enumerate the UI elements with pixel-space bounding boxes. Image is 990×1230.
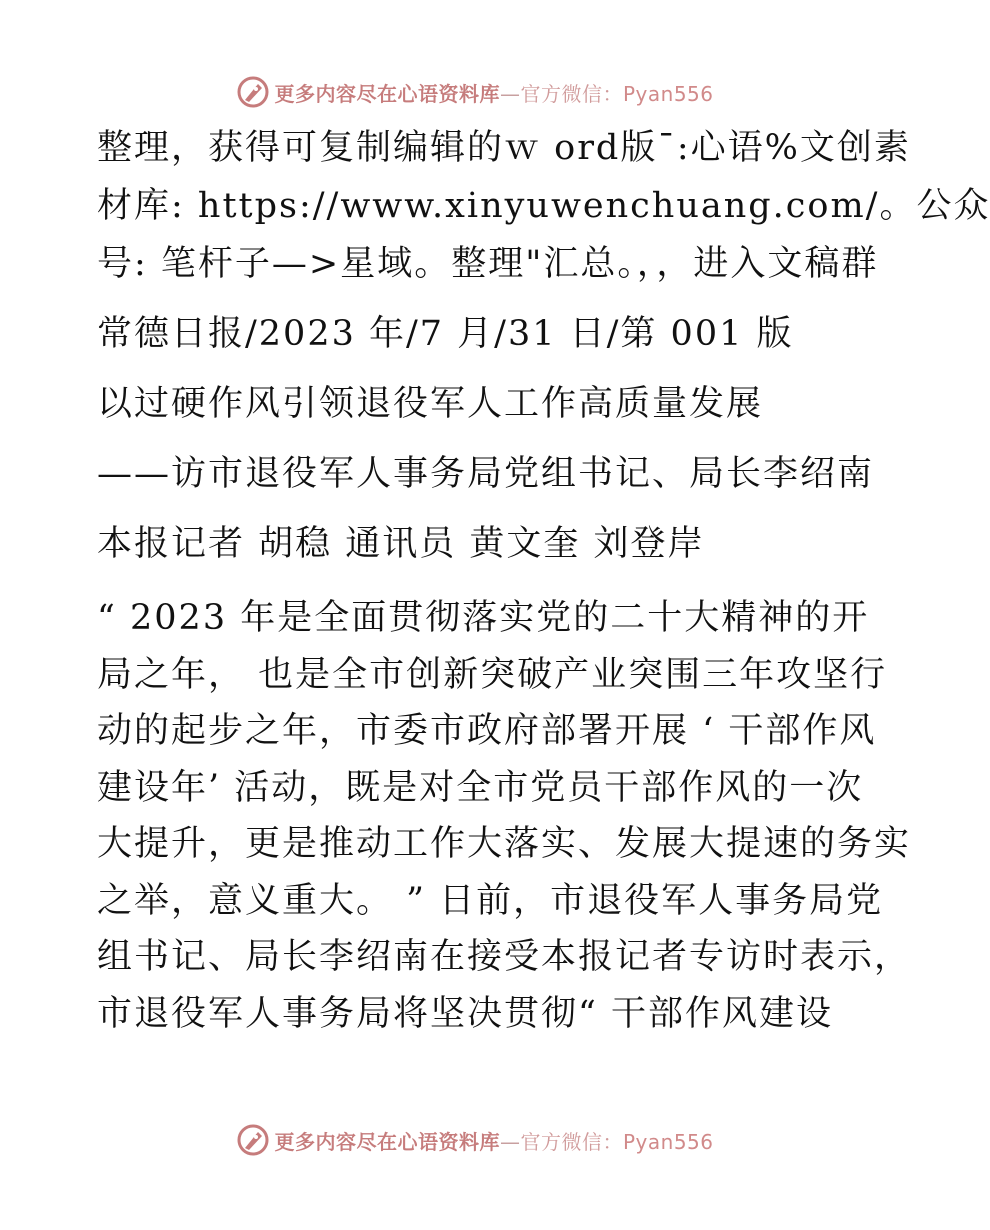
watermark-text: [274, 1126, 713, 1155]
article-body: [97, 590, 912, 1042]
body-line: 市退役军人事务局将坚决贯彻“ 干部作风建设: [97, 993, 834, 1034]
article-title: 以过硬作风引领退役军人工作高质量发展: [97, 384, 764, 424]
article-subtitle: ——访市退役军人事务局党组书记、局长李绍南: [97, 454, 875, 494]
body-line: 之举，意义重大。 ” 日前，市退役军人事务局党: [97, 880, 884, 921]
article-source: 常德日报/2023 年/7 月/31 日/第 001 版: [97, 314, 794, 354]
body-line: 大提升，更是推动工作大落实、发展大提速的务实: [97, 824, 912, 864]
pen-nib-logo-icon: [236, 1123, 270, 1157]
watermark-main-text: 更多内容尽在心语资料库: [274, 81, 500, 106]
watermark-text: [274, 78, 713, 107]
watermark-separator: —: [499, 81, 521, 106]
intro-line-2: 材库: https://www.xinyuwenchuang.com/。公众: [97, 186, 990, 226]
intro-line-3: 号: 笔杆子—>星域。整理"汇总。，，进入文稿群: [97, 244, 879, 284]
header-watermark: [0, 72, 950, 112]
body-line: “ 2023 年是全面贯彻落实党的二十大精神的开: [97, 598, 870, 638]
footer-watermark: [0, 1120, 950, 1160]
watermark-wechat-id: Pyan556: [622, 81, 714, 106]
article-byline: 本报记者 胡稳 通讯员 黄文奎 刘登岸: [97, 524, 705, 564]
watermark-wechat-label: 官方微信：: [520, 1129, 623, 1154]
document-content: [97, 120, 990, 1042]
body-line: 动的起步之年，市委市政府部署开展 ‘ 干部作风: [97, 711, 877, 751]
body-line: 局之年， 也是全市创新突破产业突围三年攻坚行: [97, 654, 888, 695]
watermark-wechat-label: 官方微信：: [520, 81, 623, 106]
pen-nib-logo-icon: [236, 75, 270, 109]
body-line: 组书记、局长李绍南在接受本报记者专访时表示，: [97, 937, 912, 977]
body-line: 建设年’ 活动，既是对全市党员干部作风的一次: [97, 767, 864, 808]
intro-line-1: 整理，获得可复制编辑的ｗ ord版¯:心语%文创素: [97, 128, 911, 168]
watermark-wechat-id: Pyan556: [622, 1129, 714, 1154]
watermark-separator: —: [499, 1129, 521, 1154]
watermark-main-text: 更多内容尽在心语资料库: [274, 1129, 500, 1154]
